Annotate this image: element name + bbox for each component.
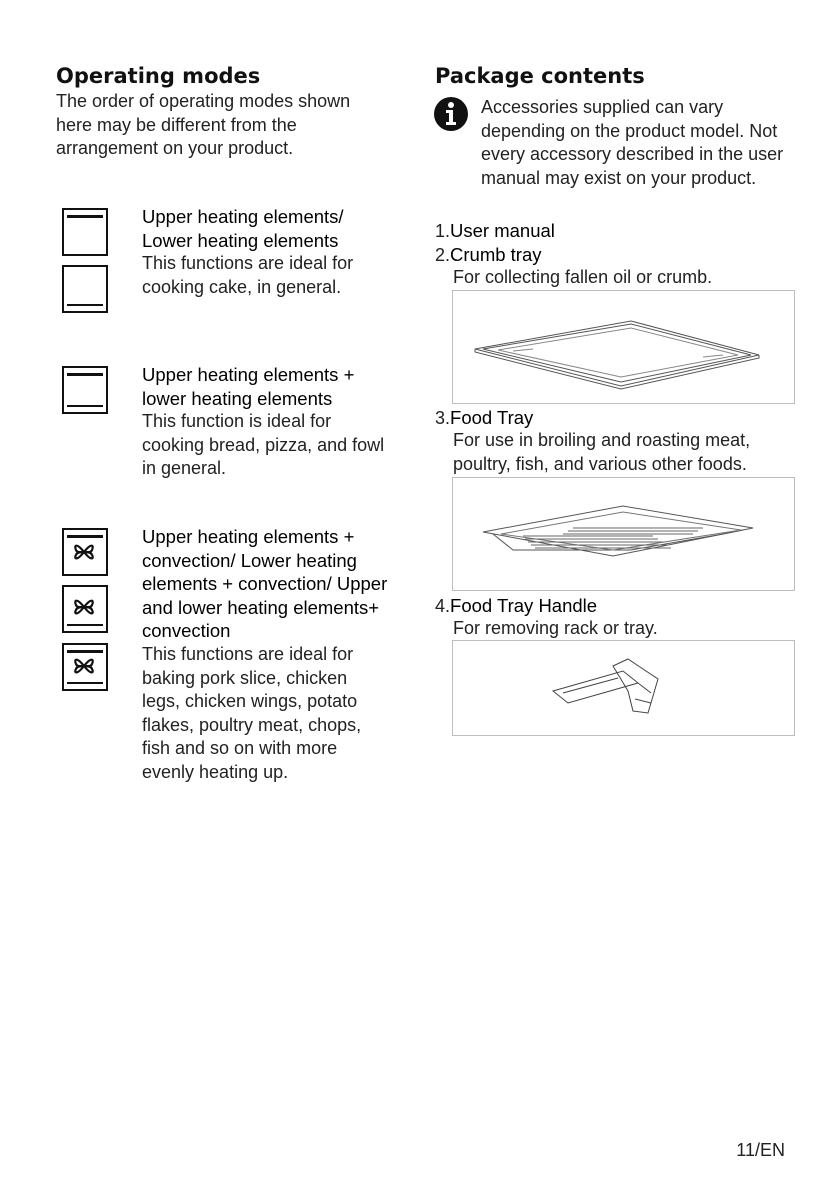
package-contents-heading: Package contents xyxy=(435,64,645,88)
package-item-food-tray xyxy=(435,406,533,430)
mode-2-title: Upper heating elements + lower heating elements xyxy=(142,364,355,409)
operating-modes-intro: The order of operating modes shown here may be different from the arrangement on your product. xyxy=(56,91,351,158)
food-tray-handle-image xyxy=(452,640,795,736)
food-tray-description: For use in broiling and roasting meat, poultry, fish, and various other foods. xyxy=(453,430,751,474)
mode-2-description: This function is ideal for cooking bread, pizza, and fowl in general. xyxy=(142,411,385,478)
operating-modes-heading: Operating modes xyxy=(56,64,261,88)
item-title: Food Tray Handle xyxy=(450,595,598,616)
food-tray-handle-description: For removing rack or tray. xyxy=(453,618,658,638)
crumb-tray-image xyxy=(452,290,795,404)
item-number: 2. xyxy=(435,245,451,265)
item-number: 4. xyxy=(435,596,451,616)
page-number: 11/EN xyxy=(736,1140,785,1160)
item-title: User manual xyxy=(450,220,555,241)
package-item-food-tray-handle xyxy=(435,594,597,618)
mode-1-title: Upper heating elements/ Lower heating elements xyxy=(142,206,344,251)
item-title: Crumb tray xyxy=(450,244,542,265)
upper-fan-icon xyxy=(62,528,108,576)
mode-3-description: This functions are ideal for baking pork slice, chicken legs, chicken wings, potato flakes, poultry meat, chops, fish and so on with more evenly heating up. xyxy=(142,644,362,782)
package-note: Accessories supplied can vary depending on the product model. Not every accessory described in the user manual may exist on your product. xyxy=(481,97,784,188)
package-item-user-manual xyxy=(435,219,555,243)
lower-fan-icon xyxy=(62,585,108,633)
mode-3-title: Upper heating elements + convection/ Lower heating elements + convection/ Upper and lower heating elements+ convection xyxy=(142,526,388,641)
crumb-tray-description: For collecting fallen oil or crumb. xyxy=(453,267,713,287)
upper-lower-fan-icon xyxy=(62,643,108,691)
item-number: 1. xyxy=(435,221,451,241)
info-icon xyxy=(433,96,469,132)
item-title: Food Tray xyxy=(450,407,534,428)
package-item-crumb-tray xyxy=(435,243,542,267)
upper-lower-heating-icon xyxy=(62,366,108,414)
upper-heating-icon xyxy=(62,208,108,256)
lower-heating-icon xyxy=(62,265,108,313)
mode-1-description: This functions are ideal for cooking cake, in general. xyxy=(142,253,354,297)
item-number: 3. xyxy=(435,408,451,428)
food-tray-image xyxy=(452,477,795,591)
